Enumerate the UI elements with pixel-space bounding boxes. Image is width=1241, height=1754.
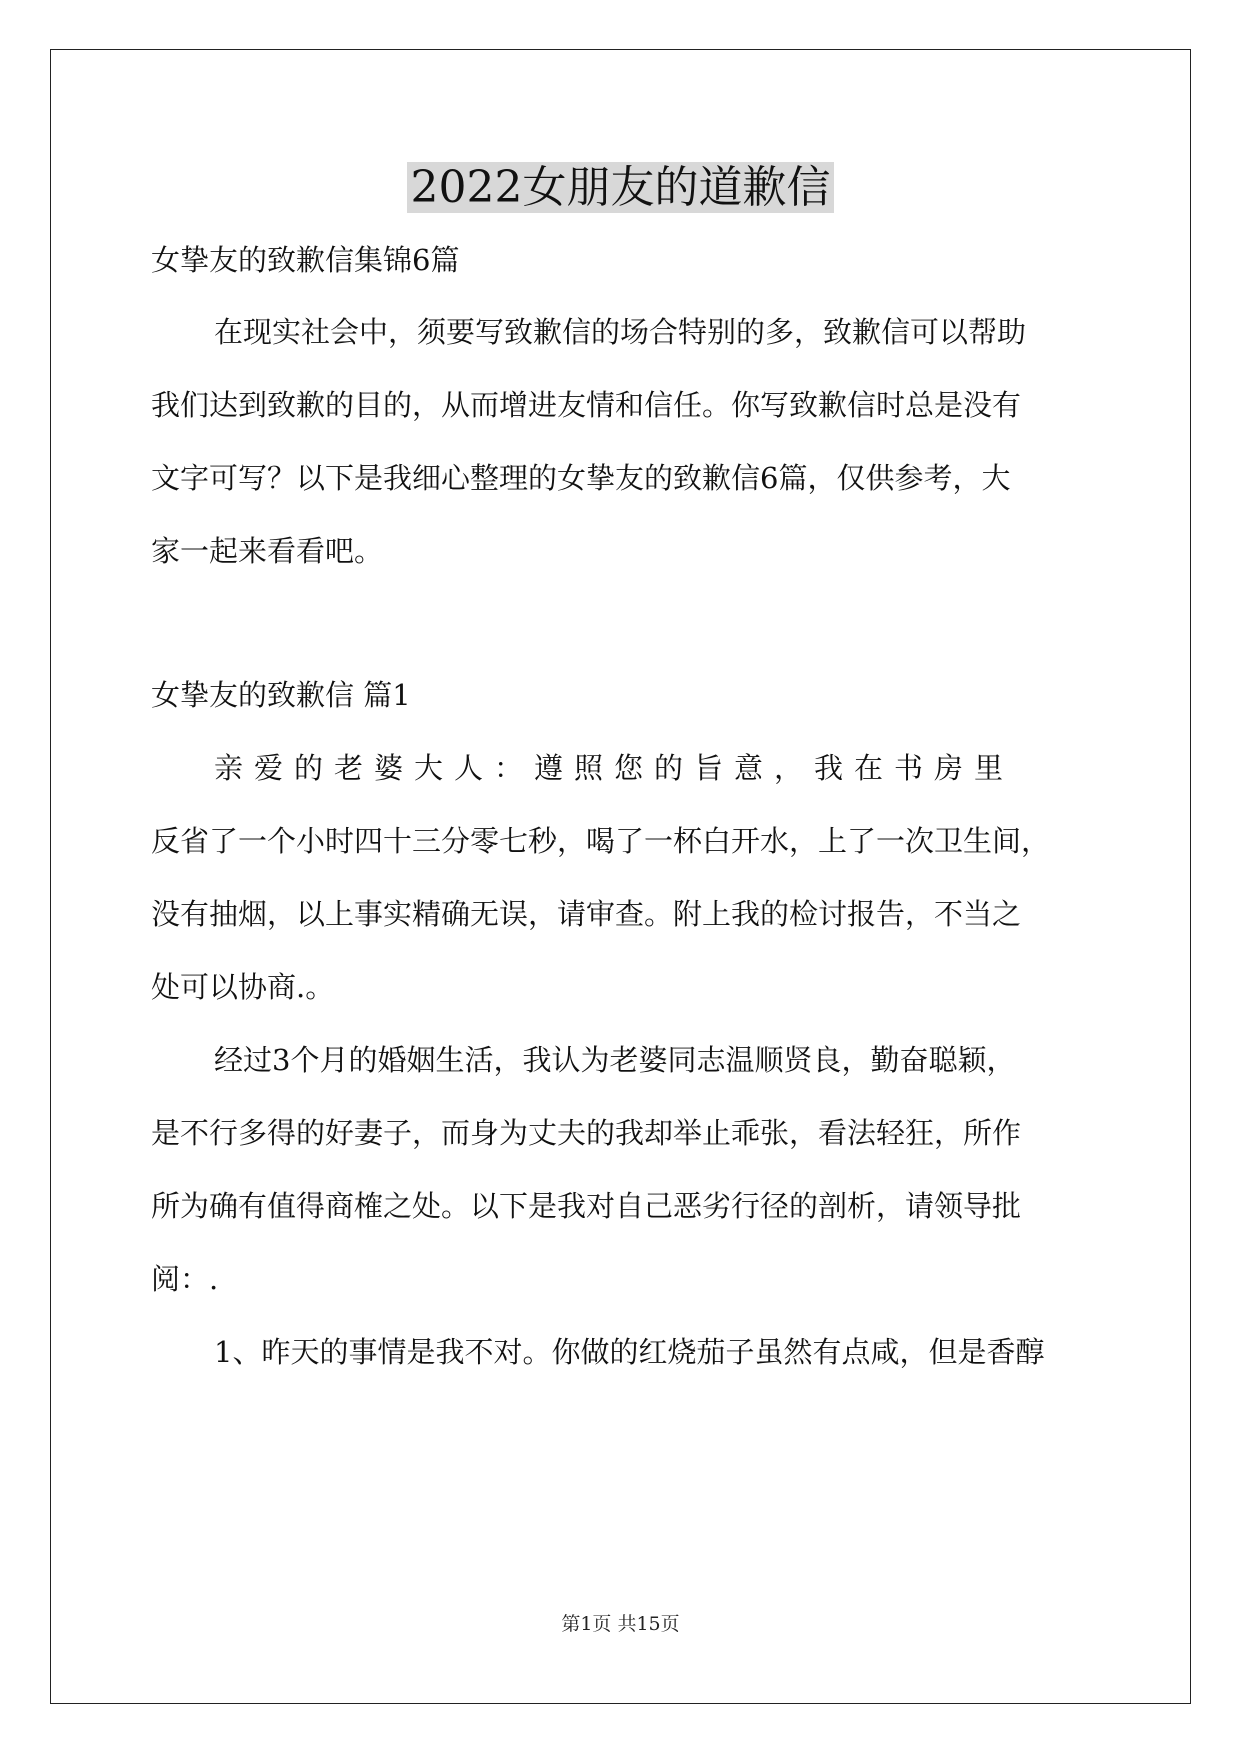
intro-line: 家一起来看看吧。 — [151, 534, 384, 568]
paragraph-line: 是不行多得的好妻子，而身为丈夫的我却举止乖张，看法轻狂，所作 — [151, 1116, 1022, 1150]
paragraph-line: 反省了一个小时四十三分零七秒，喝了一杯白开水，上了一次卫生间， — [151, 824, 1051, 858]
subtitle: 女挚友的致歉信集锦6篇 — [151, 243, 460, 277]
page-number: 第1页 共15页 — [561, 1613, 680, 1635]
document-title — [0, 160, 1241, 216]
page-border — [50, 49, 1191, 1704]
section-heading: 女挚友的致歉信 篇1 — [151, 678, 411, 712]
paragraph-line: 没有抽烟，以上事实精确无误，请审查。附上我的检讨报告，不当之 — [151, 897, 1022, 931]
paragraph-line: 所为确有值得商榷之处。以下是我对自己恶劣行径的剖析，请领导批 — [151, 1189, 1022, 1223]
paragraph-line: 亲爱的老婆大人：遵照您的旨意，我在书房里 — [214, 751, 1015, 785]
paragraph-line: 处可以协商.。 — [151, 970, 335, 1004]
title-highlight: 2022女朋友的道歉信 — [407, 162, 835, 213]
intro-line: 我们达到致歉的目的，从而增进友情和信任。你写致歉信时总是没有 — [151, 388, 1022, 422]
paragraph-line: 经过3个月的婚姻生活，我认为老婆同志温顺贤良，勤奋聪颖， — [214, 1043, 1016, 1077]
intro-line: 在现实社会中，须要写致歉信的场合特别的多，致歉信可以帮助 — [214, 315, 1027, 349]
intro-line: 文字可写？以下是我细心整理的女挚友的致歉信6篇，仅供参考，大 — [151, 461, 1011, 495]
paragraph-line: 1、昨天的事情是我不对。你做的红烧茄子虽然有点咸，但是香醇 — [214, 1335, 1045, 1369]
paragraph-line: 阅：. — [151, 1262, 219, 1296]
